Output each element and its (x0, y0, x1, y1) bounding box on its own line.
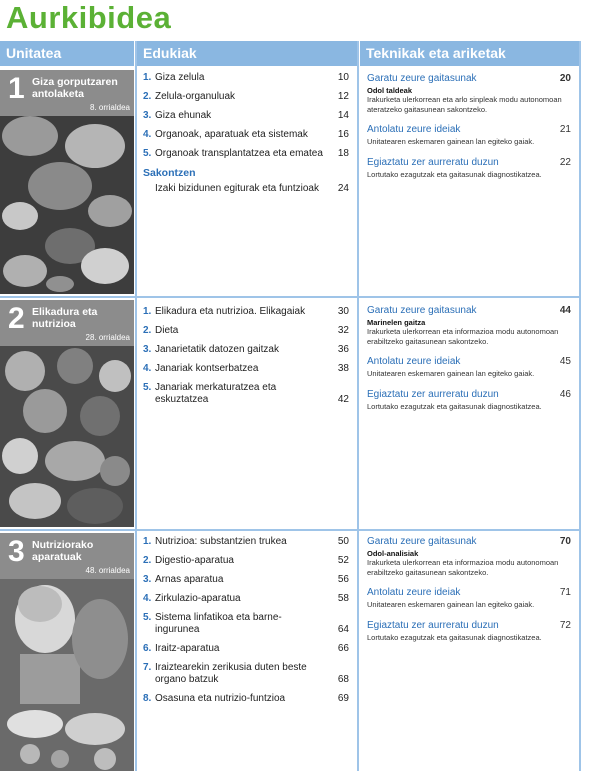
toc-item[interactable]: 2. Zelula-organuluak 12 (143, 91, 349, 102)
toc-item[interactable]: 4. Organoak, aparatuak eta sistemak 16 (143, 129, 349, 140)
unit-3-contents (143, 536, 353, 712)
toc-item[interactable]: 1. Nutrizioa: substantzien trukea 50 (143, 536, 349, 547)
unit-3-techniques (367, 536, 575, 652)
technique-subtitle: Odol taldeak (367, 86, 413, 95)
toc-item[interactable]: Izaki bizidunen egiturak eta funtzioak 24 (155, 183, 349, 194)
technique-subtitle: Marinelen gaitza (367, 318, 426, 327)
unit-3 (0, 533, 134, 771)
header-teknikak: Teknikak eta ariketak (360, 41, 580, 66)
technique-item[interactable]: Garatu zeure gaitasunak 44 (367, 305, 571, 316)
toc-item[interactable]: 3. Janarietatik datozen gaitzak 36 (143, 344, 349, 355)
unit-1-contents (143, 72, 353, 202)
technique-item[interactable]: Antolatu zeure ideiak 45 (367, 356, 571, 367)
column-divider (579, 41, 581, 771)
toc-item[interactable]: 5. Sistema linfatikoa eta barne-ingurunea 64 (143, 612, 349, 635)
unit-number: 1 (8, 72, 25, 105)
technique-desc: Irakurketa ulerkorrean eta arlo sinpleak modu autonomoan ateratzeko gaitasunean sakontzeko. (367, 95, 562, 114)
technique-desc: Irakurketa ulerkorrean eta informazioa modu autonomoan erabiltzeko gaitasunean sakontzeko. (367, 558, 559, 577)
technique-item[interactable]: Antolatu zeure ideiak 71 (367, 587, 571, 598)
technique-desc: Unitatearen eskemaren gainean lan egiteko gaiak. (367, 137, 535, 146)
row-divider (0, 296, 581, 298)
technique-item[interactable]: Egiaztatu zer aurreratu duzun 46 (367, 388, 571, 400)
unit-1-photo (0, 116, 134, 294)
column-divider (357, 41, 359, 771)
toc-item[interactable]: 8. Osasuna eta nutrizio-funtzioa 69 (143, 693, 349, 704)
toc-item[interactable]: 4. Zirkulazio-aparatua 58 (143, 593, 349, 604)
unit-3-photo (0, 579, 134, 771)
technique-subtitle: Odol-analisiak (367, 549, 419, 558)
toc-item[interactable]: 1. Elikadura eta nutrizioa. Elikagaiak 30 (143, 306, 349, 317)
unit-1-techniques (367, 73, 575, 189)
unit-page: 8. orrialdea (89, 103, 130, 112)
technique-desc: Lortutako ezagutzak eta gaitasunak diagnostikatzea. (367, 169, 542, 179)
toc-item[interactable]: 6. Iraitz-aparatua 66 (143, 643, 349, 654)
unit-name: Elikadura eta nutrizioa (32, 306, 98, 330)
unit-page: 48. orrialdea (85, 566, 130, 575)
unit-1 (0, 70, 134, 294)
page-title: Aurkibidea (6, 0, 172, 35)
header-unitatea: Unitatea (0, 41, 134, 66)
toc-item[interactable]: 4. Janariak kontserbatzea 38 (143, 363, 349, 374)
technique-item[interactable]: Egiaztatu zer aurreratu duzun 72 (367, 619, 571, 631)
technique-desc: Irakurketa ulerkorrean eta informazioa modu autonomoan erabiltzeko gaitasunean sakontzeko. (367, 327, 559, 346)
unit-name: Giza gorputzaren antolaketa (32, 76, 118, 100)
unit-2 (0, 300, 134, 527)
toc-item[interactable]: 7. Iraiztearekin zerikusia duten beste organo batzuk 68 (143, 662, 349, 685)
unit-name: Nutriziorako aparatuak (32, 539, 94, 563)
row-divider (0, 529, 581, 531)
technique-item[interactable]: Antolatu zeure ideiak 21 (367, 124, 571, 135)
unit-page: 28. orrialdea (85, 333, 130, 342)
header-edukiak: Edukiak (137, 41, 357, 66)
toc-item[interactable]: 3. Arnas aparatua 56 (143, 574, 349, 585)
unit-number: 2 (8, 302, 25, 335)
technique-desc: Lortutako ezagutzak eta gaitasunak diagnostikatzea. (367, 632, 542, 642)
unit-2-contents (143, 306, 353, 413)
toc-item[interactable]: 2. Dieta 32 (143, 325, 349, 336)
technique-desc: Lortutako ezagutzak eta gaitasunak diagnostikatzea. (367, 401, 542, 411)
column-divider (135, 41, 137, 771)
technique-desc: Unitatearen eskemaren gainean lan egiteko gaiak. (367, 600, 535, 609)
toc-item[interactable]: 5. Janariak merkaturatzea eta eskuztatzea 42 (143, 382, 349, 405)
technique-item[interactable]: Garatu zeure gaitasunak 20 (367, 73, 571, 84)
toc-item[interactable]: 3. Giza ehunak 14 (143, 110, 349, 121)
technique-desc: Unitatearen eskemaren gainean lan egiteko gaiak. (367, 369, 535, 378)
toc-item[interactable]: 2. Digestio-aparatua 52 (143, 555, 349, 566)
technique-item[interactable]: Garatu zeure gaitasunak 70 (367, 536, 571, 547)
toc-item[interactable]: 5. Organoak transplantatzea eta ematea 18 (143, 148, 349, 159)
unit-2-techniques (367, 305, 575, 421)
unit-2-photo (0, 346, 134, 527)
sakontzen-label: Sakontzen (143, 167, 196, 179)
unit-number: 3 (8, 535, 25, 568)
technique-item[interactable]: Egiaztatu zer aurreratu duzun 22 (367, 156, 571, 168)
toc-item[interactable]: 1. Giza zelula 10 (143, 72, 349, 83)
